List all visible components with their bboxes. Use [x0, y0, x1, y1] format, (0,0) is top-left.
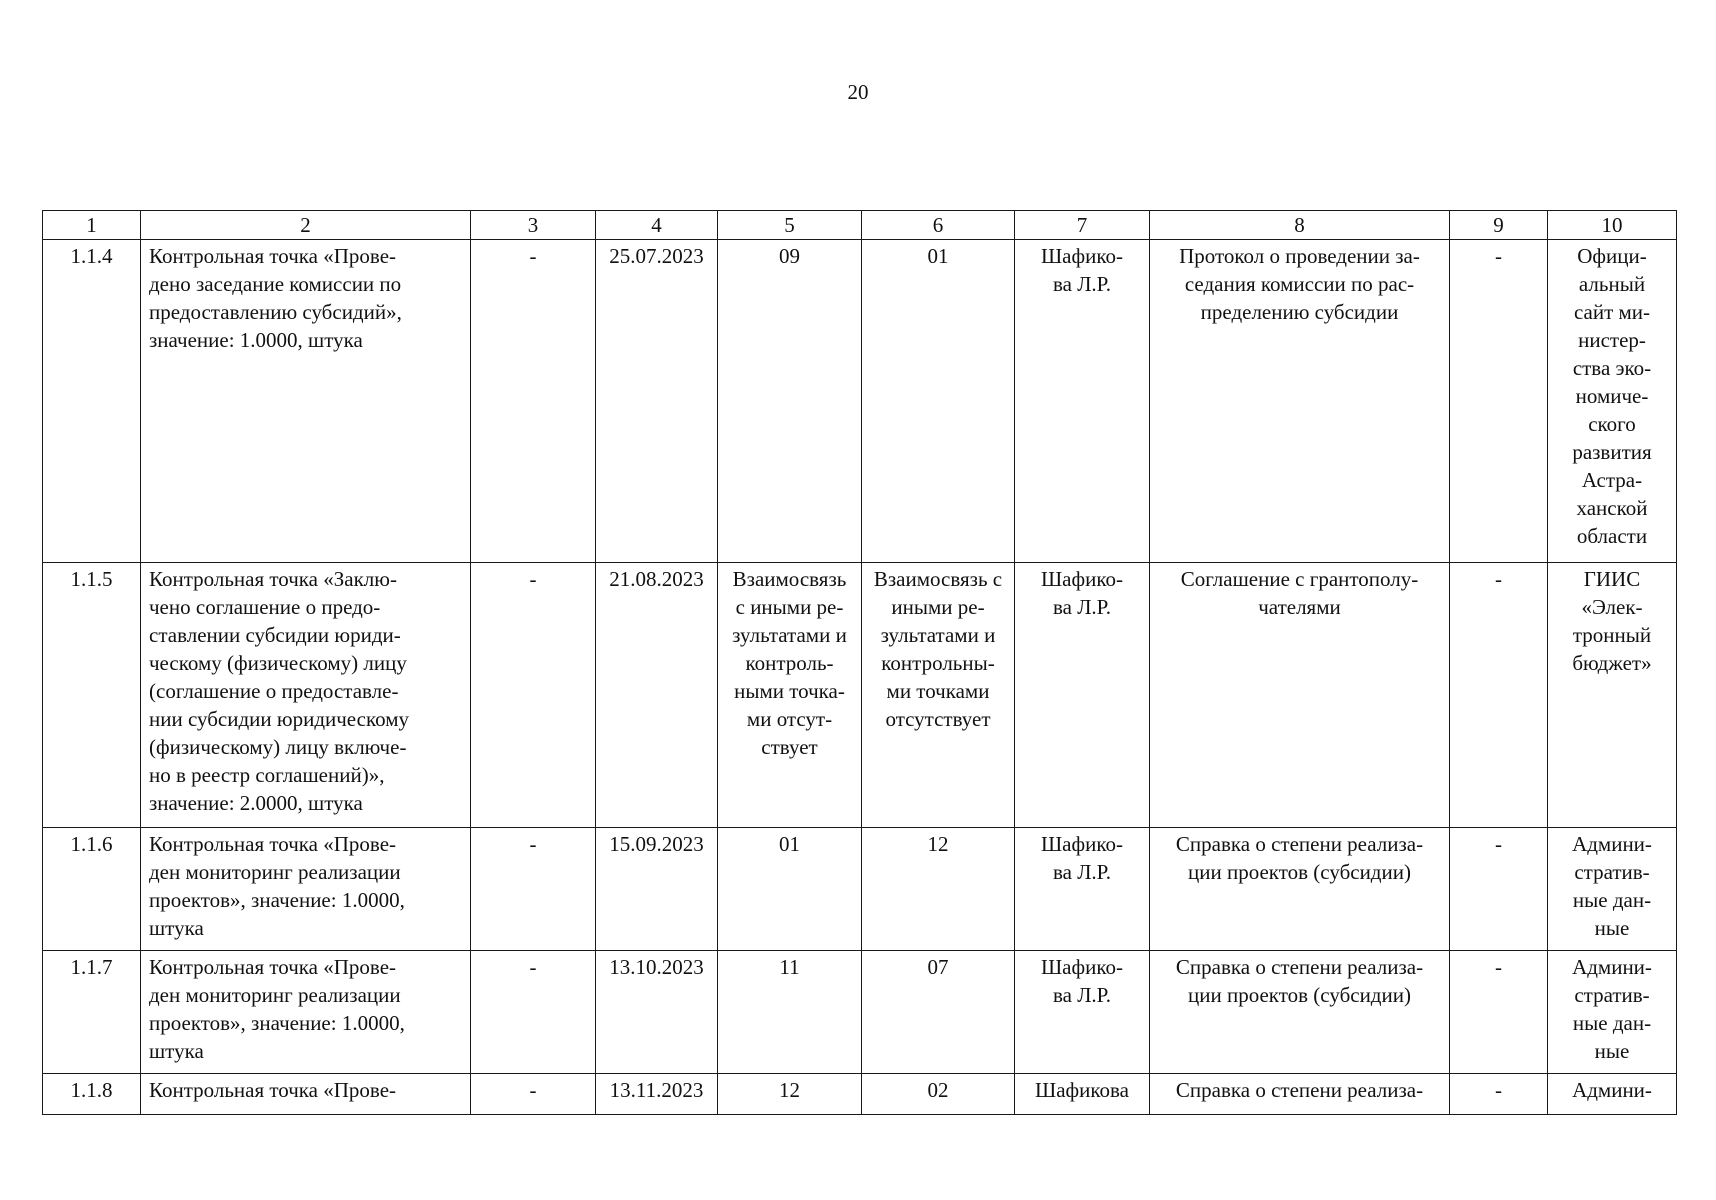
control-point-description: Контрольная точка «Прове- ден мониторинг реализации проектов», значение: 1.0000, штука [141, 828, 471, 951]
row-number: 1.1.7 [43, 951, 141, 1074]
responsible-person: Шафико- ва Л.Р. [1015, 563, 1150, 828]
column-6-value: 12 [862, 828, 1015, 951]
responsible-person: Шафико- ва Л.Р. [1015, 828, 1150, 951]
column-header: 3 [471, 211, 596, 240]
row-number: 1.1.4 [43, 240, 141, 563]
column-header: 1 [43, 211, 141, 240]
column-5-value: Взаимосвязь с иными ре- зультатами и контроль- ными точка- ми отсут- ствует [718, 563, 862, 828]
column-5-value: 09 [718, 240, 862, 563]
control-point-description: Контрольная точка «Прове- ден мониторинг реализации проектов», значение: 1.0000, штука [141, 951, 471, 1074]
control-point-date: 25.07.2023 [596, 240, 718, 563]
control-points-table [42, 210, 1677, 1115]
column-9-value: - [1450, 951, 1548, 1074]
control-point-description: Контрольная точка «Заклю- чено соглашение о предо- ставлении субсидии юриди- ческому (физическому) лицу (соглашение о предоставле- нии субсидии юридическому (физическому) лицу включе- но в реестр соглашений)», значение: 2.0000, штука [141, 563, 471, 828]
column-header: 2 [141, 211, 471, 240]
column-3-value: - [471, 951, 596, 1074]
control-point-description: Контрольная точка «Прове- [141, 1074, 471, 1115]
column-3-value: - [471, 1074, 596, 1115]
column-3-value: - [471, 563, 596, 828]
column-header: 8 [1150, 211, 1450, 240]
information-source: Офици- альный сайт ми- нистер- ства эко- номиче- ского развития Астра- ханской области [1548, 240, 1677, 563]
column-header: 6 [862, 211, 1015, 240]
column-header: 4 [596, 211, 718, 240]
confirming-document: Справка о степени реализа- ции проектов (субсидии) [1150, 828, 1450, 951]
column-5-value: 01 [718, 828, 862, 951]
column-9-value: - [1450, 240, 1548, 563]
responsible-person: Шафико- ва Л.Р. [1015, 240, 1150, 563]
information-source: Админи- стратив- ные дан- ные [1548, 951, 1677, 1074]
information-source: Админи- стратив- ные дан- ные [1548, 828, 1677, 951]
confirming-document: Соглашение с грантополу- чателями [1150, 563, 1450, 828]
control-point-date: 15.09.2023 [596, 828, 718, 951]
responsible-person: Шафикова [1015, 1074, 1150, 1115]
column-header: 7 [1015, 211, 1150, 240]
control-point-date: 13.11.2023 [596, 1074, 718, 1115]
column-6-value: 07 [862, 951, 1015, 1074]
column-6-value: 01 [862, 240, 1015, 563]
row-number: 1.1.8 [43, 1074, 141, 1115]
control-point-date: 21.08.2023 [596, 563, 718, 828]
table-row [43, 828, 1677, 951]
column-5-value: 12 [718, 1074, 862, 1115]
table-row [43, 951, 1677, 1074]
confirming-document: Справка о степени реализа- [1150, 1074, 1450, 1115]
column-6-value: 02 [862, 1074, 1015, 1115]
column-9-value: - [1450, 828, 1548, 951]
table-row [43, 1074, 1677, 1115]
column-3-value: - [471, 828, 596, 951]
control-point-description: Контрольная точка «Прове- дено заседание комиссии по предоставлению субсидий», значение: 1.0000, штука [141, 240, 471, 563]
column-9-value: - [1450, 1074, 1548, 1115]
table-row [43, 563, 1677, 828]
row-number: 1.1.5 [43, 563, 141, 828]
responsible-person: Шафико- ва Л.Р. [1015, 951, 1150, 1074]
confirming-document: Справка о степени реализа- ции проектов (субсидии) [1150, 951, 1450, 1074]
table-row [43, 240, 1677, 563]
page-number: 20 [847, 80, 869, 104]
confirming-document: Протокол о проведении за- седания комиссии по рас- пределению субсидии [1150, 240, 1450, 563]
column-3-value: - [471, 240, 596, 563]
control-point-date: 13.10.2023 [596, 951, 718, 1074]
column-9-value: - [1450, 563, 1548, 828]
column-5-value: 11 [718, 951, 862, 1074]
column-header: 10 [1548, 211, 1677, 240]
table-header-row [43, 211, 1677, 240]
information-source: Админи- [1548, 1074, 1677, 1115]
column-6-value: Взаимосвязь с иными ре- зультатами и контрольны- ми точками отсутствует [862, 563, 1015, 828]
column-header: 9 [1450, 211, 1548, 240]
information-source: ГИИС «Элек- тронный бюджет» [1548, 563, 1677, 828]
row-number: 1.1.6 [43, 828, 141, 951]
column-header: 5 [718, 211, 862, 240]
